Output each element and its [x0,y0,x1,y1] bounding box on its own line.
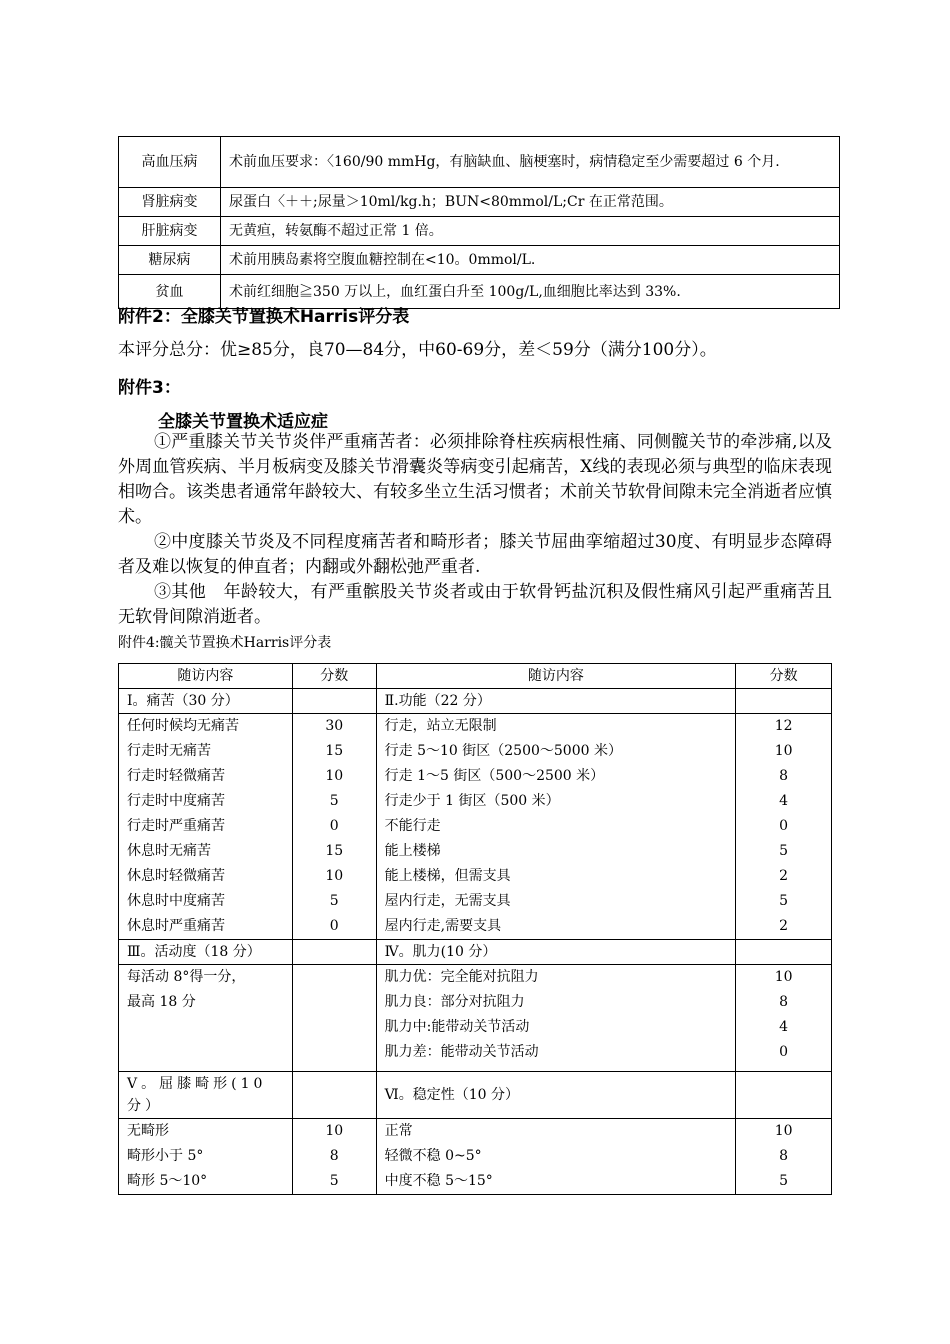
list-item: 休息时严重痛苦 [127,918,225,934]
table-row [119,246,840,275]
score-value: 12 [774,718,793,734]
score-value: 5 [779,893,789,909]
list-item: 不能行走 [384,818,441,834]
score-value: 15 [325,743,344,759]
item-list [376,1119,736,1195]
list-item: 休息时轻微痛苦 [127,868,225,884]
score-value: 8 [329,1148,339,1164]
score-list [292,1119,376,1195]
table-row [119,714,832,940]
list-item: 能上楼梯，但需支具 [384,868,511,884]
score-value: 15 [325,843,344,859]
attachment3-body [118,430,832,630]
condition-label: 高血压病 [119,137,221,188]
item-list [119,965,293,1072]
score-list [292,714,376,940]
score-value: 30 [325,718,344,734]
score-value: 8 [779,768,789,784]
section-title: Ⅳ。肌力(10 分） [376,940,736,965]
list-item: 行走少于 1 街区（500 米） [384,793,560,809]
section-title: Ⅲ。活动度（18 分） [119,940,293,965]
score-value: 4 [779,1019,789,1035]
item-list [119,714,293,940]
table-header-row [119,664,832,689]
list-item: 肌力中:能带动关节活动 [384,1019,530,1035]
attachment4-caption: 附件4:髋关节置换术Harris评分表 [118,635,332,651]
list-item: 正常 [384,1123,413,1139]
list-item: 行走时无痛苦 [127,743,211,759]
section-title: Ⅰ。痛苦（30 分） [119,689,293,714]
score-value: 4 [779,793,789,809]
score-value: 8 [779,994,789,1010]
list-item: 肌力优：完全能对抗阻力 [384,969,539,985]
score-list [736,714,832,940]
table-row [119,217,840,246]
table-row [119,965,832,1072]
list-item: 畸形小于 5° [127,1148,204,1164]
list-item: 行走时中度痛苦 [127,793,225,809]
list-item: 肌力良：部分对抗阻力 [384,994,525,1010]
list-item: 行走时严重痛苦 [127,818,225,834]
score-value: 10 [325,768,344,784]
indication-paragraph-1: ①严重膝关节关节炎伴严重痛苦者：必须排除脊柱疾病根性痛、同侧髋关节的牵涉痛,以及外周血管疾病、半月板病变及膝关节滑囊炎等病变引起痛苦，X线的表现必须与典型的临床表现相吻合。该类患者通常年龄较大、有较多坐立生活习惯者；术前关节软骨间隙未完全消逝者应慎术。 [118,432,832,527]
item-list [376,965,736,1072]
score-value: 10 [325,868,344,884]
item-list [119,1119,293,1195]
condition-text: 尿蛋白〈＋＋;尿量＞10ml/kg.h；BUN<80mmol/L;Cr 在正常范围。 [221,188,840,217]
list-item: 行走，站立无限制 [384,718,497,734]
list-item: 休息时无痛苦 [127,843,211,859]
score-list [736,965,832,1072]
list-item: 屋内行走，无需支具 [384,893,511,909]
score-list [736,1119,832,1195]
score-value: 5 [779,1173,789,1189]
condition-text: 术前用胰岛素将空腹血糖控制在<10。0mmol/L. [221,246,840,275]
list-item: 任何时候均无痛苦 [127,718,239,734]
section-title: Ⅱ.功能（22 分） [376,689,736,714]
attachment2-heading: 附件2：全膝关节置换术Harris评分表 [118,307,410,327]
list-item: 行走 5～10 街区（2500～5000 米） [384,743,622,759]
list-item: 行走时轻微痛苦 [127,768,225,784]
column-header: 分数 [292,664,376,689]
score-value: 5 [779,843,789,859]
list-item: 屋内行走,需要支具 [384,918,502,934]
score-value: 10 [774,969,793,985]
item-list [376,714,736,940]
score-value: 0 [329,818,339,834]
score-value: 2 [779,868,789,884]
score-value: 5 [329,1173,339,1189]
table-row [119,137,840,188]
harris-score-table [118,663,832,1195]
section-title: Ⅴ。屈膝畸形(10 分） [119,1072,293,1119]
column-header: 分数 [736,664,832,689]
condition-label: 肝脏病变 [119,217,221,246]
indication-paragraph-2: ②中度膝关节炎及不同程度痛苦者和畸形者；膝关节屈曲挛缩超过30度、有明显步态障碍者及难以恢复的伸直者；内翻或外翻松弛严重者. [118,532,832,577]
section-title-row [119,689,832,714]
table-row [119,188,840,217]
list-item: 每活动 8°得一分， [127,969,246,985]
column-header: 随访内容 [119,664,293,689]
score-value: 5 [329,793,339,809]
list-item: 行走 1～5 街区（500～2500 米） [384,768,605,784]
score-value: 0 [779,1044,789,1060]
list-item: 最高 18 分 [127,994,196,1010]
condition-label: 贫血 [119,275,221,309]
section-title-row [119,940,832,965]
score-value: 10 [325,1123,344,1139]
attachment3-heading: 附件3： [118,378,181,398]
condition-label: 糖尿病 [119,246,221,275]
score-value: 10 [774,743,793,759]
column-header: 随访内容 [376,664,736,689]
score-value: 0 [329,918,339,934]
attachment2-score-text: 本评分总分：优≥85分，良70—84分，中60-69分，差＜59分（满分100分）。 [118,340,717,360]
section-title: Ⅵ。稳定性（10 分） [376,1072,736,1119]
list-item: 休息时中度痛苦 [127,893,225,909]
indication-paragraph-3: ③其他 年龄较大，有严重髌股关节炎者或由于软骨钙盐沉积及假性痛风引起严重痛苦且无软骨间隙消逝者。 [118,582,832,627]
list-item: 轻微不稳 0~5° [384,1148,482,1164]
score-value: 8 [779,1148,789,1164]
list-item: 畸形 5～10° [127,1173,208,1189]
list-item: 能上楼梯 [384,843,441,859]
condition-text: 术前红细胞≧350 万以上，血红蛋白升至 100g/L,血细胞比率达到 33%. [221,275,840,309]
list-item: 肌力差：能带动关节活动 [384,1044,539,1060]
score-value: 0 [779,818,789,834]
table-row [119,1119,832,1195]
list-item: 中度不稳 5～15° [384,1173,493,1189]
list-item: 无畸形 [127,1123,169,1139]
score-value: 10 [774,1123,793,1139]
section-title-row [119,1072,832,1119]
score-value: 2 [779,918,789,934]
condition-text: 无黄疸，转氨酶不超过正常 1 倍。 [221,217,840,246]
condition-label: 肾脏病变 [119,188,221,217]
attachment3-subheading: 全膝关节置换术适应症 [158,412,328,432]
score-value: 5 [329,893,339,909]
condition-text: 术前血压要求：〈160/90 mmHg，有脑缺血、脑梗塞时，病情稳定至少需要超过 6 个月. [221,137,840,188]
preop-conditions-table [118,136,840,309]
